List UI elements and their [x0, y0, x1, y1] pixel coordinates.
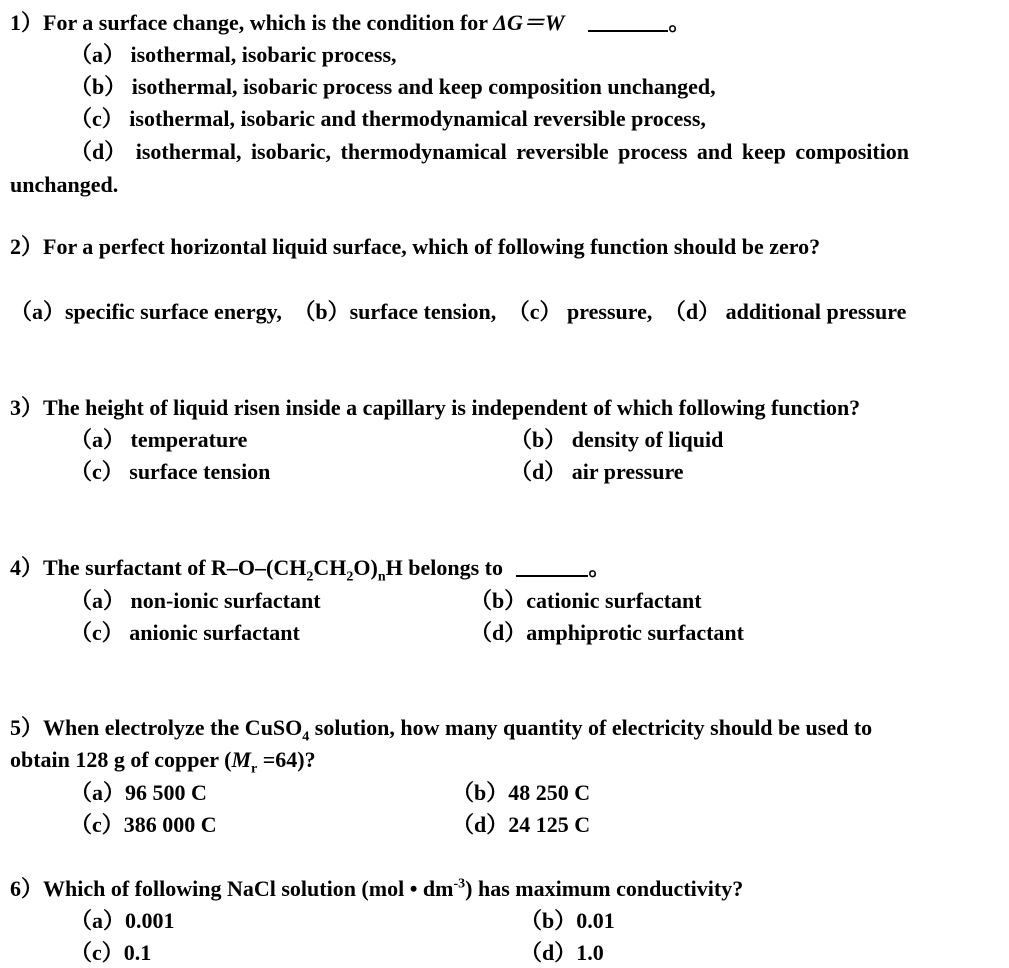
q4-stem-pre: 4）The surfactant of R–O–(CH: [10, 555, 307, 580]
q3-option-a: （a） temperature: [70, 427, 248, 452]
q1-option-b: （b） isothermal, isobaric process and keep composition unchanged,: [70, 74, 716, 99]
q6-sup-1: -3: [453, 876, 466, 892]
q6-stem-pre: 6）Which of following NaCl solution (mol • dm: [10, 876, 454, 901]
q5-option-a: （a）96 500 C: [70, 780, 207, 805]
q6-option-b: （b）0.01: [520, 908, 615, 933]
q4-option-a: （a） non-ionic surfactant: [70, 588, 321, 613]
q5-line1-pre: 5）When electrolyze the CuSO: [10, 715, 303, 740]
q2-options: [10, 301, 906, 323]
q1-continuation: unchanged.: [10, 172, 119, 197]
q4-option-b: （b）cationic surfactant: [470, 588, 702, 613]
q6-option-a: （a）0.001: [70, 908, 175, 933]
q4-sub-1: 2: [306, 569, 314, 585]
q2-option-b: （b）surface tension,: [293, 299, 497, 324]
q3-option-c: （c） surface tension: [70, 459, 271, 484]
q4-option-c: （c） anionic surfactant: [70, 620, 300, 645]
q5-option-b: （b）48 250 C: [452, 780, 591, 805]
q5-mr-sub: r: [251, 761, 258, 777]
q3-option-d: （d） air pressure: [510, 459, 684, 484]
q5-option-d: （d）24 125 C: [452, 812, 591, 837]
q1-option-c: （c） isothermal, isobaric and thermodynamical reversible process,: [70, 106, 706, 131]
q2-option-a: （a）specific surface energy,: [10, 299, 282, 324]
question-5-line-2: [10, 747, 316, 777]
q4-stem-post: H belongs to: [385, 555, 509, 580]
q4-sub-2: 2: [346, 569, 354, 585]
q2-option-c: （c） pressure,: [507, 299, 653, 324]
q3-option-b: （b） density of liquid: [510, 427, 724, 452]
q5-line2-post: =64)?: [257, 747, 316, 772]
q2-option-d: （d） additional pressure: [663, 299, 907, 324]
q4-sub-3: n: [377, 569, 386, 585]
q5-line2-pre: obtain 128 g of copper (: [10, 747, 232, 772]
q1-end-mark: 。: [668, 10, 691, 35]
question-1-stem: [10, 12, 690, 34]
q4-stem-mid-1: CH: [313, 555, 347, 580]
q4-end-mark: 。: [588, 555, 611, 580]
question-4-stem: [10, 555, 611, 585]
q1-option-a: （a） isothermal, isobaric process,: [70, 42, 397, 67]
q6-option-c: （c）0.1: [70, 940, 152, 965]
q6-option-d: （d）1.0: [520, 940, 604, 965]
question-3-stem: 3）The height of liquid risen inside a capillary is independent of which following function?: [10, 395, 861, 420]
q4-stem-mid-2: O): [353, 555, 378, 580]
q1-stem-text: 1）For a surface change, which is the condition for: [10, 10, 494, 35]
q5-option-c: （c）386 000 C: [70, 812, 217, 837]
q5-line1-post: solution, how many quantity of electricity should be used to: [309, 715, 873, 740]
question-5-line-1: [10, 715, 873, 745]
q5-sub-1: 4: [302, 729, 310, 745]
question-6-stem: [10, 878, 743, 900]
q4-answer-blank: [516, 575, 588, 577]
q6-stem-post: ) has maximum conductivity?: [465, 876, 744, 901]
q1-condition: ΔG＝W: [493, 10, 565, 35]
q4-option-d: （d）amphiprotic surfactant: [470, 620, 744, 645]
question-2-stem: 2）For a perfect horizontal liquid surface, which of following function should be zero?: [10, 234, 821, 259]
q1-answer-blank: [588, 30, 668, 32]
q1-option-d: （d） isothermal, isobaric, thermodynamical reversible process and keep composition: [70, 139, 910, 164]
q5-mr-symbol: M: [231, 747, 251, 772]
